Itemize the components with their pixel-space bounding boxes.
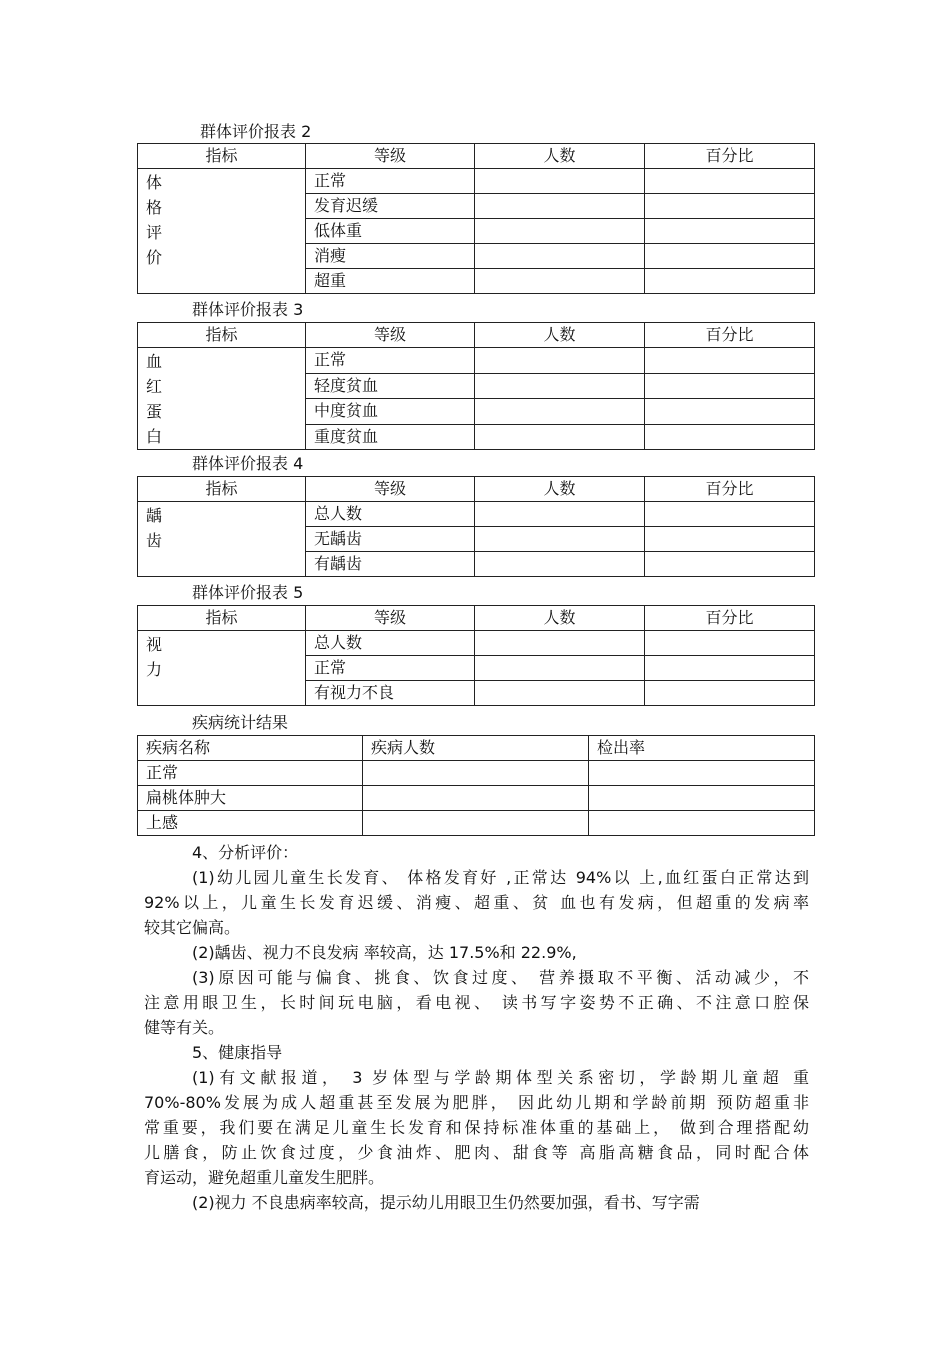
table-caption: 群体评价报表 2	[200, 122, 312, 141]
count-cell	[475, 269, 645, 294]
table-row	[138, 631, 815, 656]
detection-rate-cell	[589, 761, 815, 786]
percent-cell	[645, 552, 815, 577]
header-percent: 百分比	[645, 144, 815, 169]
indicator-char: 蛋	[146, 402, 163, 421]
indicator-char: 红	[146, 377, 163, 396]
count-cell	[475, 552, 645, 577]
header-level: 等级	[306, 144, 475, 169]
disease-name-cell: 正常	[138, 761, 363, 786]
count-cell	[475, 502, 645, 527]
count-cell	[475, 194, 645, 219]
percent-cell	[645, 169, 815, 194]
disease-name-cell: 扁桃体肿大	[138, 786, 363, 811]
level-cell: 发育迟缓	[306, 194, 475, 219]
paragraph-line: 92%以上，儿童生长发育迟缓、消瘦、超重、贫 血也有发病，但超重的发病率	[144, 893, 809, 912]
paragraph-line: (2)视力 不良患病率较高，提示幼儿用眼卫生仍然要加强，看书、写字需	[192, 1193, 700, 1212]
table-caption: 群体评价报表 3	[192, 300, 304, 319]
percent-cell	[645, 656, 815, 681]
table-header-row	[138, 144, 815, 169]
indicator-char: 力	[146, 660, 163, 679]
paragraph-line: (1)有文献报道， 3 岁体型与学龄期体型关系密切，学龄期儿童超 重	[192, 1068, 809, 1087]
table-row	[138, 348, 815, 374]
header-level: 等级	[306, 323, 475, 348]
level-cell: 轻度贫血	[306, 373, 475, 399]
header-level: 等级	[306, 606, 475, 631]
header-percent: 百分比	[645, 323, 815, 348]
detection-rate-cell	[589, 811, 815, 836]
level-cell: 正常	[306, 169, 475, 194]
header-percent: 百分比	[645, 477, 815, 502]
indicator-char: 价	[146, 248, 163, 267]
section-heading: 5、健康指导	[192, 1043, 283, 1062]
percent-cell	[645, 194, 815, 219]
percent-cell	[645, 219, 815, 244]
section-heading: 4、分析评价：	[192, 843, 299, 862]
disease-count-cell	[363, 786, 589, 811]
level-cell: 低体重	[306, 219, 475, 244]
indicator-cell	[138, 169, 306, 294]
paragraph-line: (1)幼儿园儿童生长发育、 体格发育好 ,正常达 94%以 上,血红蛋白正常达到	[192, 868, 809, 887]
count-cell	[475, 681, 645, 706]
header-indicator: 指标	[138, 477, 306, 502]
table-header-row	[138, 736, 815, 761]
indicator-cell	[138, 631, 306, 706]
level-cell: 正常	[306, 348, 475, 374]
guidance-section	[144, 1040, 809, 1215]
header-count: 人数	[475, 606, 645, 631]
table-row	[138, 502, 815, 527]
percent-cell	[645, 244, 815, 269]
count-cell	[475, 244, 645, 269]
header-disease-name: 疾病名称	[138, 736, 363, 761]
paragraph-line: 70%-80%发展为成人超重甚至发展为肥胖， 因此幼儿期和学龄前期 预防超重非	[144, 1093, 809, 1112]
group-evaluation-table-3	[137, 322, 815, 450]
count-cell	[475, 424, 645, 450]
group-evaluation-table-4	[137, 476, 815, 577]
percent-cell	[645, 631, 815, 656]
disease-caption: 疾病统计结果	[192, 713, 289, 732]
paragraph-line: 常重要，我们要在满足儿童生长发育和保持标准体重的基础上， 做到合理搭配幼	[144, 1118, 809, 1137]
paragraph-line: 儿膳食，防止饮食过度，少食油炸、肥肉、甜食等 高脂高糖食品，同时配合体	[144, 1143, 809, 1162]
paragraph-line: 健等有关。	[144, 1018, 225, 1037]
level-cell: 超重	[306, 269, 475, 294]
paragraph-line: (3)原因可能与偏食、挑食、饮食过度、 营养摄取不平衡、活动减少，不	[192, 968, 809, 987]
table-row	[138, 169, 815, 194]
disease-name-cell: 上感	[138, 811, 363, 836]
table-header-row	[138, 323, 815, 348]
indicator-char: 体	[146, 173, 163, 192]
paragraph-line: 较其它偏高。	[144, 918, 241, 937]
indicator-char: 齿	[146, 531, 163, 550]
percent-cell	[645, 373, 815, 399]
percent-cell	[645, 399, 815, 425]
header-percent: 百分比	[645, 606, 815, 631]
header-disease-count: 疾病人数	[363, 736, 589, 761]
level-cell: 无龋齿	[306, 527, 475, 552]
percent-cell	[645, 424, 815, 450]
disease-count-cell	[363, 811, 589, 836]
group-evaluation-table-2	[137, 143, 815, 294]
count-cell	[475, 656, 645, 681]
table-row	[138, 786, 815, 811]
disease-count-cell	[363, 761, 589, 786]
indicator-char: 格	[146, 198, 163, 217]
count-cell	[475, 219, 645, 244]
header-level: 等级	[306, 477, 475, 502]
count-cell	[475, 348, 645, 374]
indicator-char: 龋	[146, 506, 163, 525]
level-cell: 有视力不良	[306, 681, 475, 706]
detection-rate-cell	[589, 786, 815, 811]
percent-cell	[645, 348, 815, 374]
indicator-cell	[138, 348, 306, 450]
level-cell: 重度贫血	[306, 424, 475, 450]
level-cell: 总人数	[306, 502, 475, 527]
indicator-char: 视	[146, 635, 163, 654]
level-cell: 中度贫血	[306, 399, 475, 425]
table-row	[138, 761, 815, 786]
paragraph-line: 注意用眼卫生，长时间玩电脑，看电视、 读书写字姿势不正确、不注意口腔保	[144, 993, 809, 1012]
indicator-char: 血	[146, 352, 163, 371]
level-cell: 消瘦	[306, 244, 475, 269]
header-count: 人数	[475, 323, 645, 348]
paragraph-line: (2)龋齿、视力不良发病 率较高，达 17.5%和 22.9%,	[192, 943, 577, 962]
count-cell	[475, 527, 645, 552]
level-cell: 正常	[306, 656, 475, 681]
group-evaluation-table-5	[137, 605, 815, 706]
table-header-row	[138, 606, 815, 631]
header-detection-rate: 检出率	[589, 736, 815, 761]
disease-statistics-table	[137, 735, 815, 836]
indicator-cell	[138, 502, 306, 577]
percent-cell	[645, 527, 815, 552]
table-caption: 群体评价报表 4	[192, 454, 304, 473]
header-count: 人数	[475, 144, 645, 169]
percent-cell	[645, 681, 815, 706]
header-count: 人数	[475, 477, 645, 502]
table-row	[138, 811, 815, 836]
header-indicator: 指标	[138, 606, 306, 631]
percent-cell	[645, 269, 815, 294]
indicator-char: 评	[146, 223, 163, 242]
count-cell	[475, 631, 645, 656]
table-header-row	[138, 477, 815, 502]
level-cell: 有龋齿	[306, 552, 475, 577]
level-cell: 总人数	[306, 631, 475, 656]
paragraph-line: 育运动，避免超重儿童发生肥胖。	[144, 1168, 385, 1187]
header-indicator: 指标	[138, 144, 306, 169]
count-cell	[475, 399, 645, 425]
count-cell	[475, 169, 645, 194]
percent-cell	[645, 502, 815, 527]
count-cell	[475, 373, 645, 399]
table-caption: 群体评价报表 5	[192, 583, 304, 602]
header-indicator: 指标	[138, 323, 306, 348]
analysis-section	[144, 840, 809, 1040]
indicator-char: 白	[146, 427, 163, 446]
